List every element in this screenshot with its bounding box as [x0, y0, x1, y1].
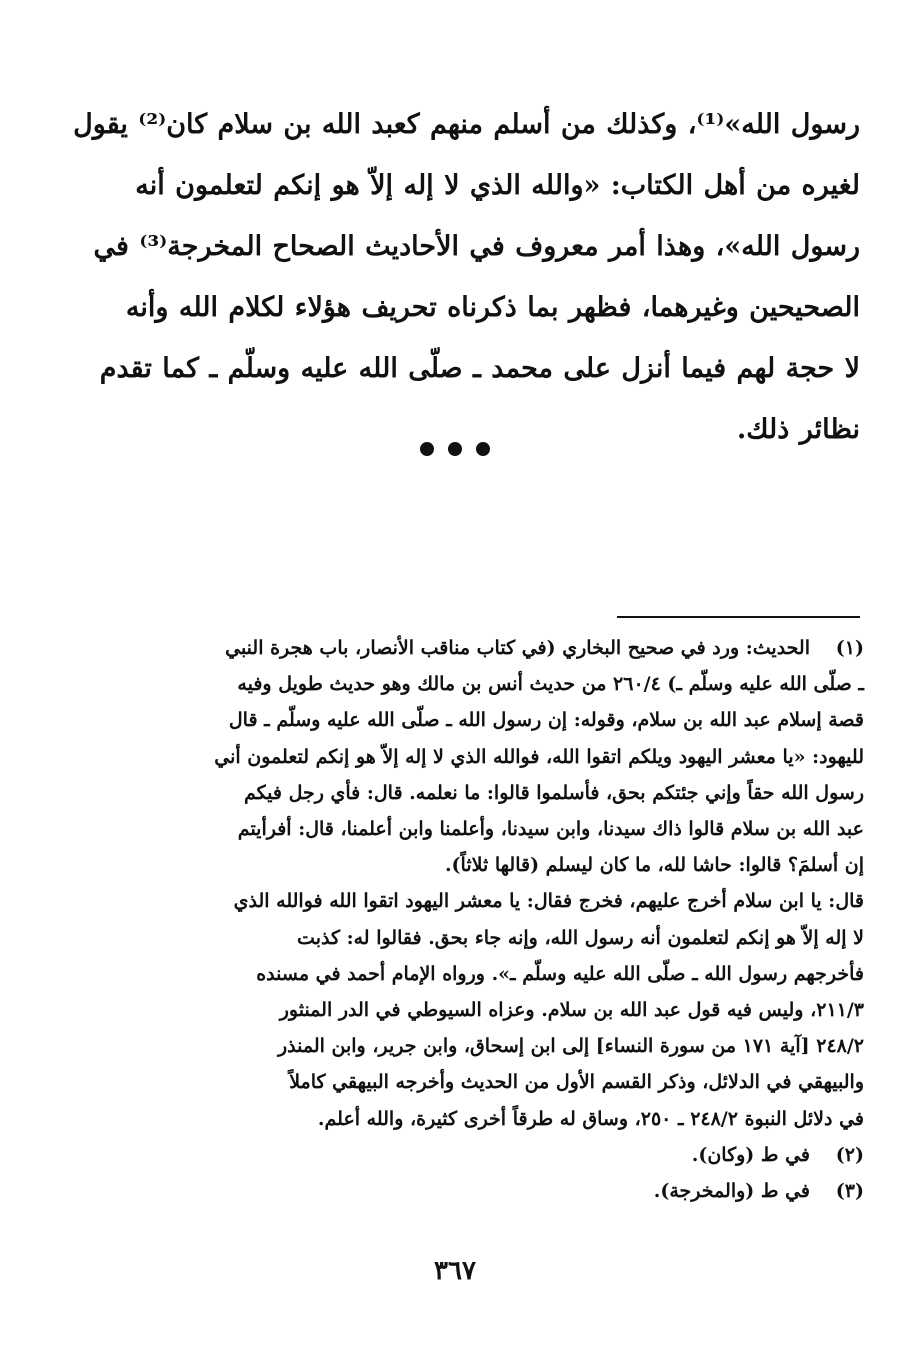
section-separator: [0, 442, 910, 456]
separator-dot-icon: [420, 442, 434, 456]
footnote-number: (٣): [835, 1180, 864, 1203]
footnote-body: [160, 1137, 810, 1173]
separator-dot-icon: [476, 442, 490, 456]
footnote-number: (١): [835, 637, 864, 659]
footnote-line: في ط (وكان).: [691, 1143, 810, 1166]
footnote-body: [160, 1173, 810, 1209]
footnote-line: ٢٤٨/٢ [آية ١٧١ من سورة النساء] إلى ابن إسحاق، وابن جرير، وابن المنذر: [277, 1035, 864, 1058]
footnote-line: الحديث: ورد في صحيح البخاري (في كتاب مناقب الأنصار، باب هجرة النبي: [225, 637, 810, 659]
footnote-divider: [617, 616, 860, 618]
footnote-line: ٢١١/٣، وليس فيه قول عبد الله بن سلام. وعزاه السيوطي في الدر المنثور: [279, 999, 864, 1022]
main-text-line: رسول الله»، وهذا أمر معروف في الأحاديث الصحاح المخرجة⁽³⁾ في: [93, 231, 860, 262]
footnote-line: في دلائل النبوة ٢٤٨/٢ ـ ٢٥٠، وساق له طرقاً أخرى كثيرة، والله أعلم.: [317, 1107, 864, 1130]
footnote-3: [160, 1173, 864, 1209]
footnote-number: (٢): [835, 1143, 864, 1166]
footnote-2: [160, 1137, 864, 1173]
footnote-line: فأخرجهم رسول الله ـ صلّى الله عليه وسلّم ـ». ورواه الإمام أحمد في مسنده: [256, 962, 864, 985]
separator-dot-icon: [448, 442, 462, 456]
page-number: ٣٦٧: [434, 1256, 476, 1286]
main-text-line: لغيره من أهل الكتاب: «والله الذي لا إله إلاّ هو إنكم لتعلمون أنه: [135, 170, 860, 201]
main-text: [73, 94, 860, 460]
footnote-line: رسول الله حقاً وإني جئتكم بحق، فأسلموا قالوا: ما نعلمه. قال: فأي رجل فيكم: [244, 781, 864, 804]
footnote-line: إن أسلمَ؟ قالوا: حاشا لله، ما كان ليسلم (قالها ثلاثاً).: [444, 854, 864, 877]
footnote-line: قال: يا ابن سلام أخرج عليهم، فخرج فقال: يا معشر اليهود اتقوا الله فوالله الذي: [233, 890, 864, 913]
footnote-line: عبد الله بن سلام قالوا ذاك سيدنا، وابن سيدنا، وأعلمنا وابن أعلمنا، قال: أفرأيتم: [237, 818, 864, 841]
main-text-line: رسول الله»⁽¹⁾، وكذلك من أسلم منهم كعبد الله بن سلام كان⁽²⁾ يقول: [73, 109, 860, 140]
footnote-1: [160, 630, 864, 1137]
footnote-line: في ط (والمخرجة).: [653, 1180, 810, 1203]
footnote-line: والبيهقي في الدلائل، وذكر القسم الأول من الحديث وأخرجه البيهقي كاملاً: [289, 1071, 864, 1094]
footnote-line: قصة إسلام عبد الله بن سلام، وقوله: إن رسول الله ـ صلّى الله عليه وسلّم ـ قال: [228, 709, 864, 732]
main-text-line: لا حجة لهم فيما أنزل على محمد ـ صلّى الله عليه وسلّم ـ كما تقدم: [99, 353, 860, 384]
main-text-line: الصحيحين وغيرهما، فظهر بما ذكرناه تحريف هؤلاء لكلام الله وأنه: [125, 292, 860, 323]
footnote-body: [160, 630, 864, 1137]
footnotes: [160, 630, 864, 1209]
footnote-line: لليهود: «يا معشر اليهود ويلكم اتقوا الله، فوالله الذي لا إله إلاّ هو إنكم لتعلمون أني: [214, 745, 864, 768]
footnote-line: لا إله إلاّ هو إنكم لتعلمون أنه رسول الله، وإنه جاء بحق. فقالوا له: كذبت: [297, 926, 864, 949]
main-text-line: نظائر ذلك.: [736, 414, 860, 445]
footnote-line: ـ صلّى الله عليه وسلّم ـ) ٢٦٠/٤ من حديث أنس بن مالك وهو حديث طويل وفيه: [237, 673, 864, 696]
